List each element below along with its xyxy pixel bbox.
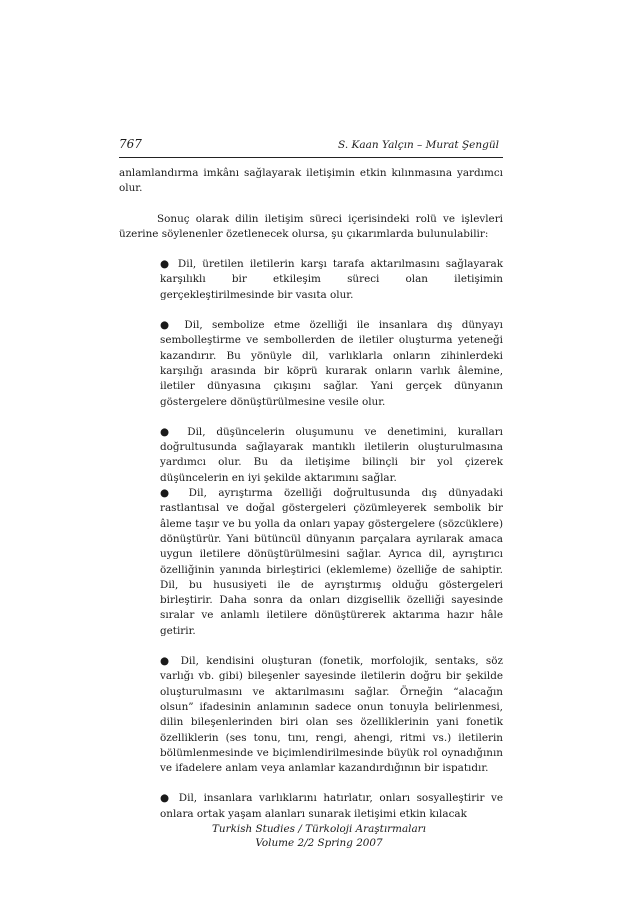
bullet-item: ● Dil, kendisini oluşturan (fonetik, morfolojik, sentaks, söz varlığı vb. gibi) bileşenler sayesinde iletilerin doğru bir şekilde oluşturulmasını ve aktarılmasını sağlar. Örneğin “alacağın olsun” ifadesinin anlamının sadece onun tonuyla belirlenmesi, dilin bileşenlerinden biri olan ses özelliklerinin yani fonetik özelliklerin (ses tonu, tını, rengi, ahengi, ritmi vs.) iletilerin bölümlenmesinde ve biçimlendirilmesinde büyük rol oynadığının ve ifadelere anlam veya anlamlar kazandırdığının bir ispatıdır. bbox=[160, 655, 503, 775]
article-body bbox=[119, 166, 503, 822]
bullet-item: ● Dil, üretilen iletilerin karşı tarafa aktarılmasını sağlayarak karşılıklı bir etkileşim süreci olan iletişimin gerçekleştirilmesinde bir vasıta olur. bbox=[160, 258, 503, 301]
bullet-item: ● Dil, ayrıştırma özelliği doğrultusunda dış dünyadaki rastlantısal ve doğal göstergeleri çözümleyerek sembolik bir âleme taşır ve bu yolla da onları yapay göstergelere (sözcüklere) dönüştürür. Yani bütüncül dünyanın parçalara ayrılarak amaca uygun iletilere dönüştürülmesini sağlar. Ayrıca dil, ayrıştırıcı özelliğinin yanında birleştirici (eklemleme) özelliğe de sahiptir. Dil, bu hususiyeti ile de ayrıştırmış olduğu göstergeleri birleştirir. Daha sonra da onları dizgisellik özelliği sayesinde sıralar ve anlamlı iletilere dönüştürerek aktarıma hazır hâle getirir. bbox=[160, 487, 503, 637]
footer-journal-title: Turkish Studies / Türkoloji Araştırmaları bbox=[212, 823, 426, 835]
page-footer bbox=[0, 822, 638, 850]
paragraph-continuation: anlamlandırma imkânı sağlayarak iletişimin etkin kılınmasına yardımcı olur. bbox=[119, 167, 503, 195]
bullet-item: ● Dil, insanlara varlıklarını hatırlatır, onları sosyalleştirir ve onlara ortak yaşam alanları sunarak iletişimi etkin kılacak bbox=[160, 792, 503, 820]
paragraph-conclusion: Sonuç olarak dilin iletişim süreci içerisindeki rolü ve işlevleri üzerine söylenenler özetlenecek olursa, şu çıkarımlarda bulunulabilir: bbox=[119, 212, 503, 240]
bullet-item: ● Dil, sembolize etme özelliği ile insanlara dış dünyayı sembolleştirme ve sembollerden de iletiler oluşturma yeteneği kazandırır. Bu yönüyle dil, varlıklarla onların zihinlerdeki karşılığı arasında bir köprü kurarak onların varlık âlemine, iletiler dünyasına çıkışını sağlar. Yani gerçek dünyanın göstergelere dönüştürülmesine vesile olur. bbox=[160, 319, 503, 408]
page-number: 767 bbox=[119, 137, 142, 151]
footer-volume: Volume 2/2 Spring 2007 bbox=[255, 837, 383, 849]
running-head-authors: S. Kaan Yalçın – Murat Şengül bbox=[338, 139, 499, 151]
page-header bbox=[119, 137, 503, 158]
bullet-item: ● Dil, düşüncelerin oluşumunu ve denetimini, kuralları doğrultusunda sağlayarak mantıklı iletilerin oluşturulmasına yardımcı olur. Bu da iletişime bilinçli bir yol çizerek düşüncelerin en iyi şekilde aktarımını sağlar. bbox=[160, 425, 503, 484]
